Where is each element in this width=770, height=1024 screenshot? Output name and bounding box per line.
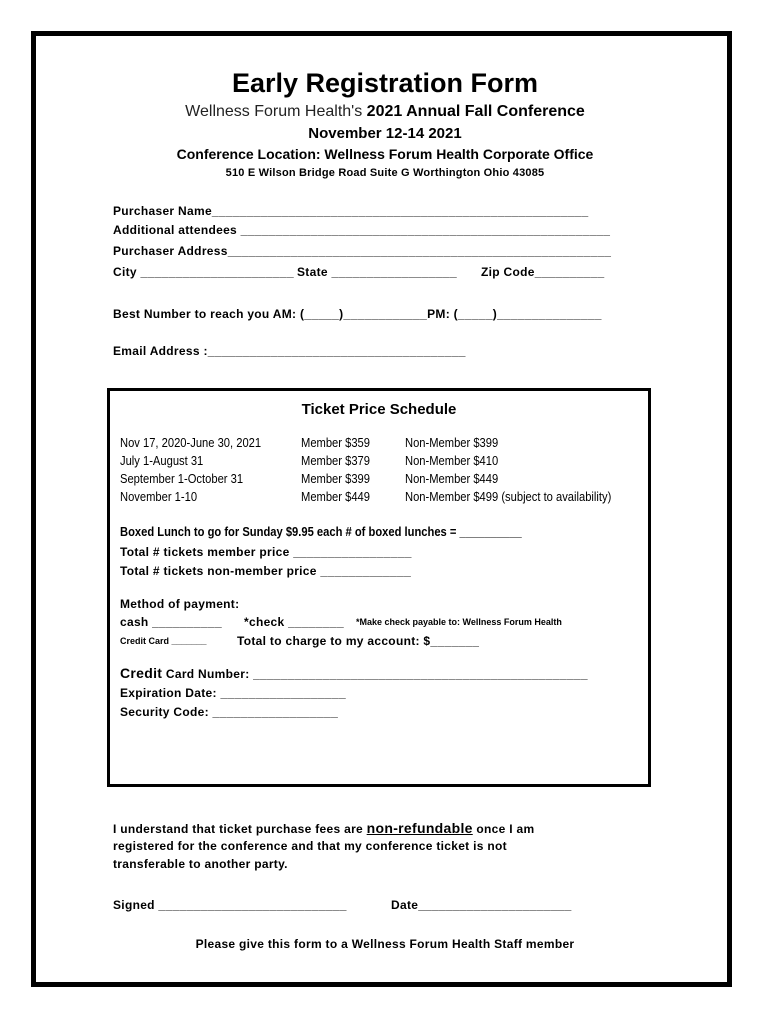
- schedule-member-price: Member $449: [301, 489, 370, 504]
- cash-field[interactable]: cash __________: [120, 615, 222, 629]
- state-field[interactable]: State __________________: [297, 265, 458, 279]
- check-payable-note: *Make check payable to: Wellness Forum Health: [356, 617, 562, 627]
- payment-method-label: Method of payment:: [120, 597, 240, 611]
- total-member-tickets-field[interactable]: Total # tickets member price _________________: [120, 545, 412, 559]
- schedule-title: Ticket Price Schedule: [301, 401, 457, 418]
- schedule-nonmember-price: Non-Member $399: [405, 435, 499, 450]
- boxed-lunch-field[interactable]: Boxed Lunch to go for Sunday $9.95 each # of boxed lunches = __________: [120, 524, 522, 539]
- conference-name: 2021 Annual Fall Conference: [366, 103, 585, 120]
- security-code-field[interactable]: Security Code: __________________: [120, 705, 339, 719]
- schedule-member-price: Member $379: [301, 453, 370, 468]
- schedule-period: September 1-October 31: [120, 471, 244, 486]
- city-field[interactable]: City ______________________: [113, 265, 294, 279]
- expiration-date-field[interactable]: Expiration Date: __________________: [120, 686, 346, 700]
- email-field[interactable]: Email Address :_____________________________________: [113, 344, 466, 358]
- conference-location: Conference Location: Wellness Forum Health Corporate Office: [176, 146, 594, 162]
- conference-heading: [0, 103, 770, 121]
- conference-dates: November 12-14 2021: [308, 125, 462, 142]
- best-number-field[interactable]: Best Number to reach you AM: (_____)____________PM: (_____)_______________: [113, 307, 602, 321]
- schedule-nonmember-price: Non-Member $410: [405, 453, 499, 468]
- footer-instruction: Please give this form to a Wellness Forum Health Staff member: [195, 937, 575, 951]
- schedule-nonmember-price: Non-Member $499 (subject to availability): [405, 489, 612, 504]
- schedule-member-price: Member $399: [301, 471, 370, 486]
- schedule-period: Nov 17, 2020-June 30, 2021: [120, 435, 262, 450]
- credit-card-field[interactable]: Credit Card _______: [120, 636, 207, 646]
- check-field[interactable]: *check ________: [244, 615, 344, 629]
- card-number-label: Card Number: ________________________________________________: [162, 667, 588, 681]
- agreement-line-2: registered for the conference and that my conference ticket is not: [113, 839, 507, 853]
- schedule-member-price: Member $359: [301, 435, 370, 450]
- schedule-period: November 1-10: [120, 489, 198, 504]
- zip-code-field[interactable]: Zip Code__________: [481, 265, 605, 279]
- total-nonmember-tickets-field[interactable]: Total # tickets non-member price _____________: [120, 564, 412, 578]
- non-refundable-text: non-refundable: [366, 820, 473, 836]
- purchaser-name-field[interactable]: Purchaser Name______________________________________________________: [113, 204, 589, 218]
- date-field[interactable]: Date______________________: [391, 898, 572, 912]
- additional-attendees-field[interactable]: Additional attendees _____________________________________________________: [113, 223, 611, 237]
- credit-card-number-field[interactable]: [120, 665, 588, 681]
- total-charge-field[interactable]: Total to charge to my account: $_______: [237, 634, 480, 648]
- org-name: Wellness Forum Health's: [185, 103, 363, 120]
- agreement-text: once I am: [472, 822, 535, 836]
- agreement-text: I understand that ticket purchase fees are: [113, 822, 367, 836]
- purchaser-address-field[interactable]: Purchaser Address_______________________________________________________: [113, 244, 612, 258]
- credit-label: Credit: [120, 665, 163, 681]
- signature-field[interactable]: Signed ___________________________: [113, 898, 347, 912]
- schedule-nonmember-price: Non-Member $449: [405, 471, 499, 486]
- agreement-line-3: transferable to another party.: [113, 857, 288, 871]
- form-title: Early Registration Form: [231, 68, 539, 98]
- schedule-period: July 1-August 31: [120, 453, 204, 468]
- conference-address: 510 E Wilson Bridge Road Suite G Worthington Ohio 43085: [225, 167, 545, 179]
- agreement-line-1: [113, 820, 534, 836]
